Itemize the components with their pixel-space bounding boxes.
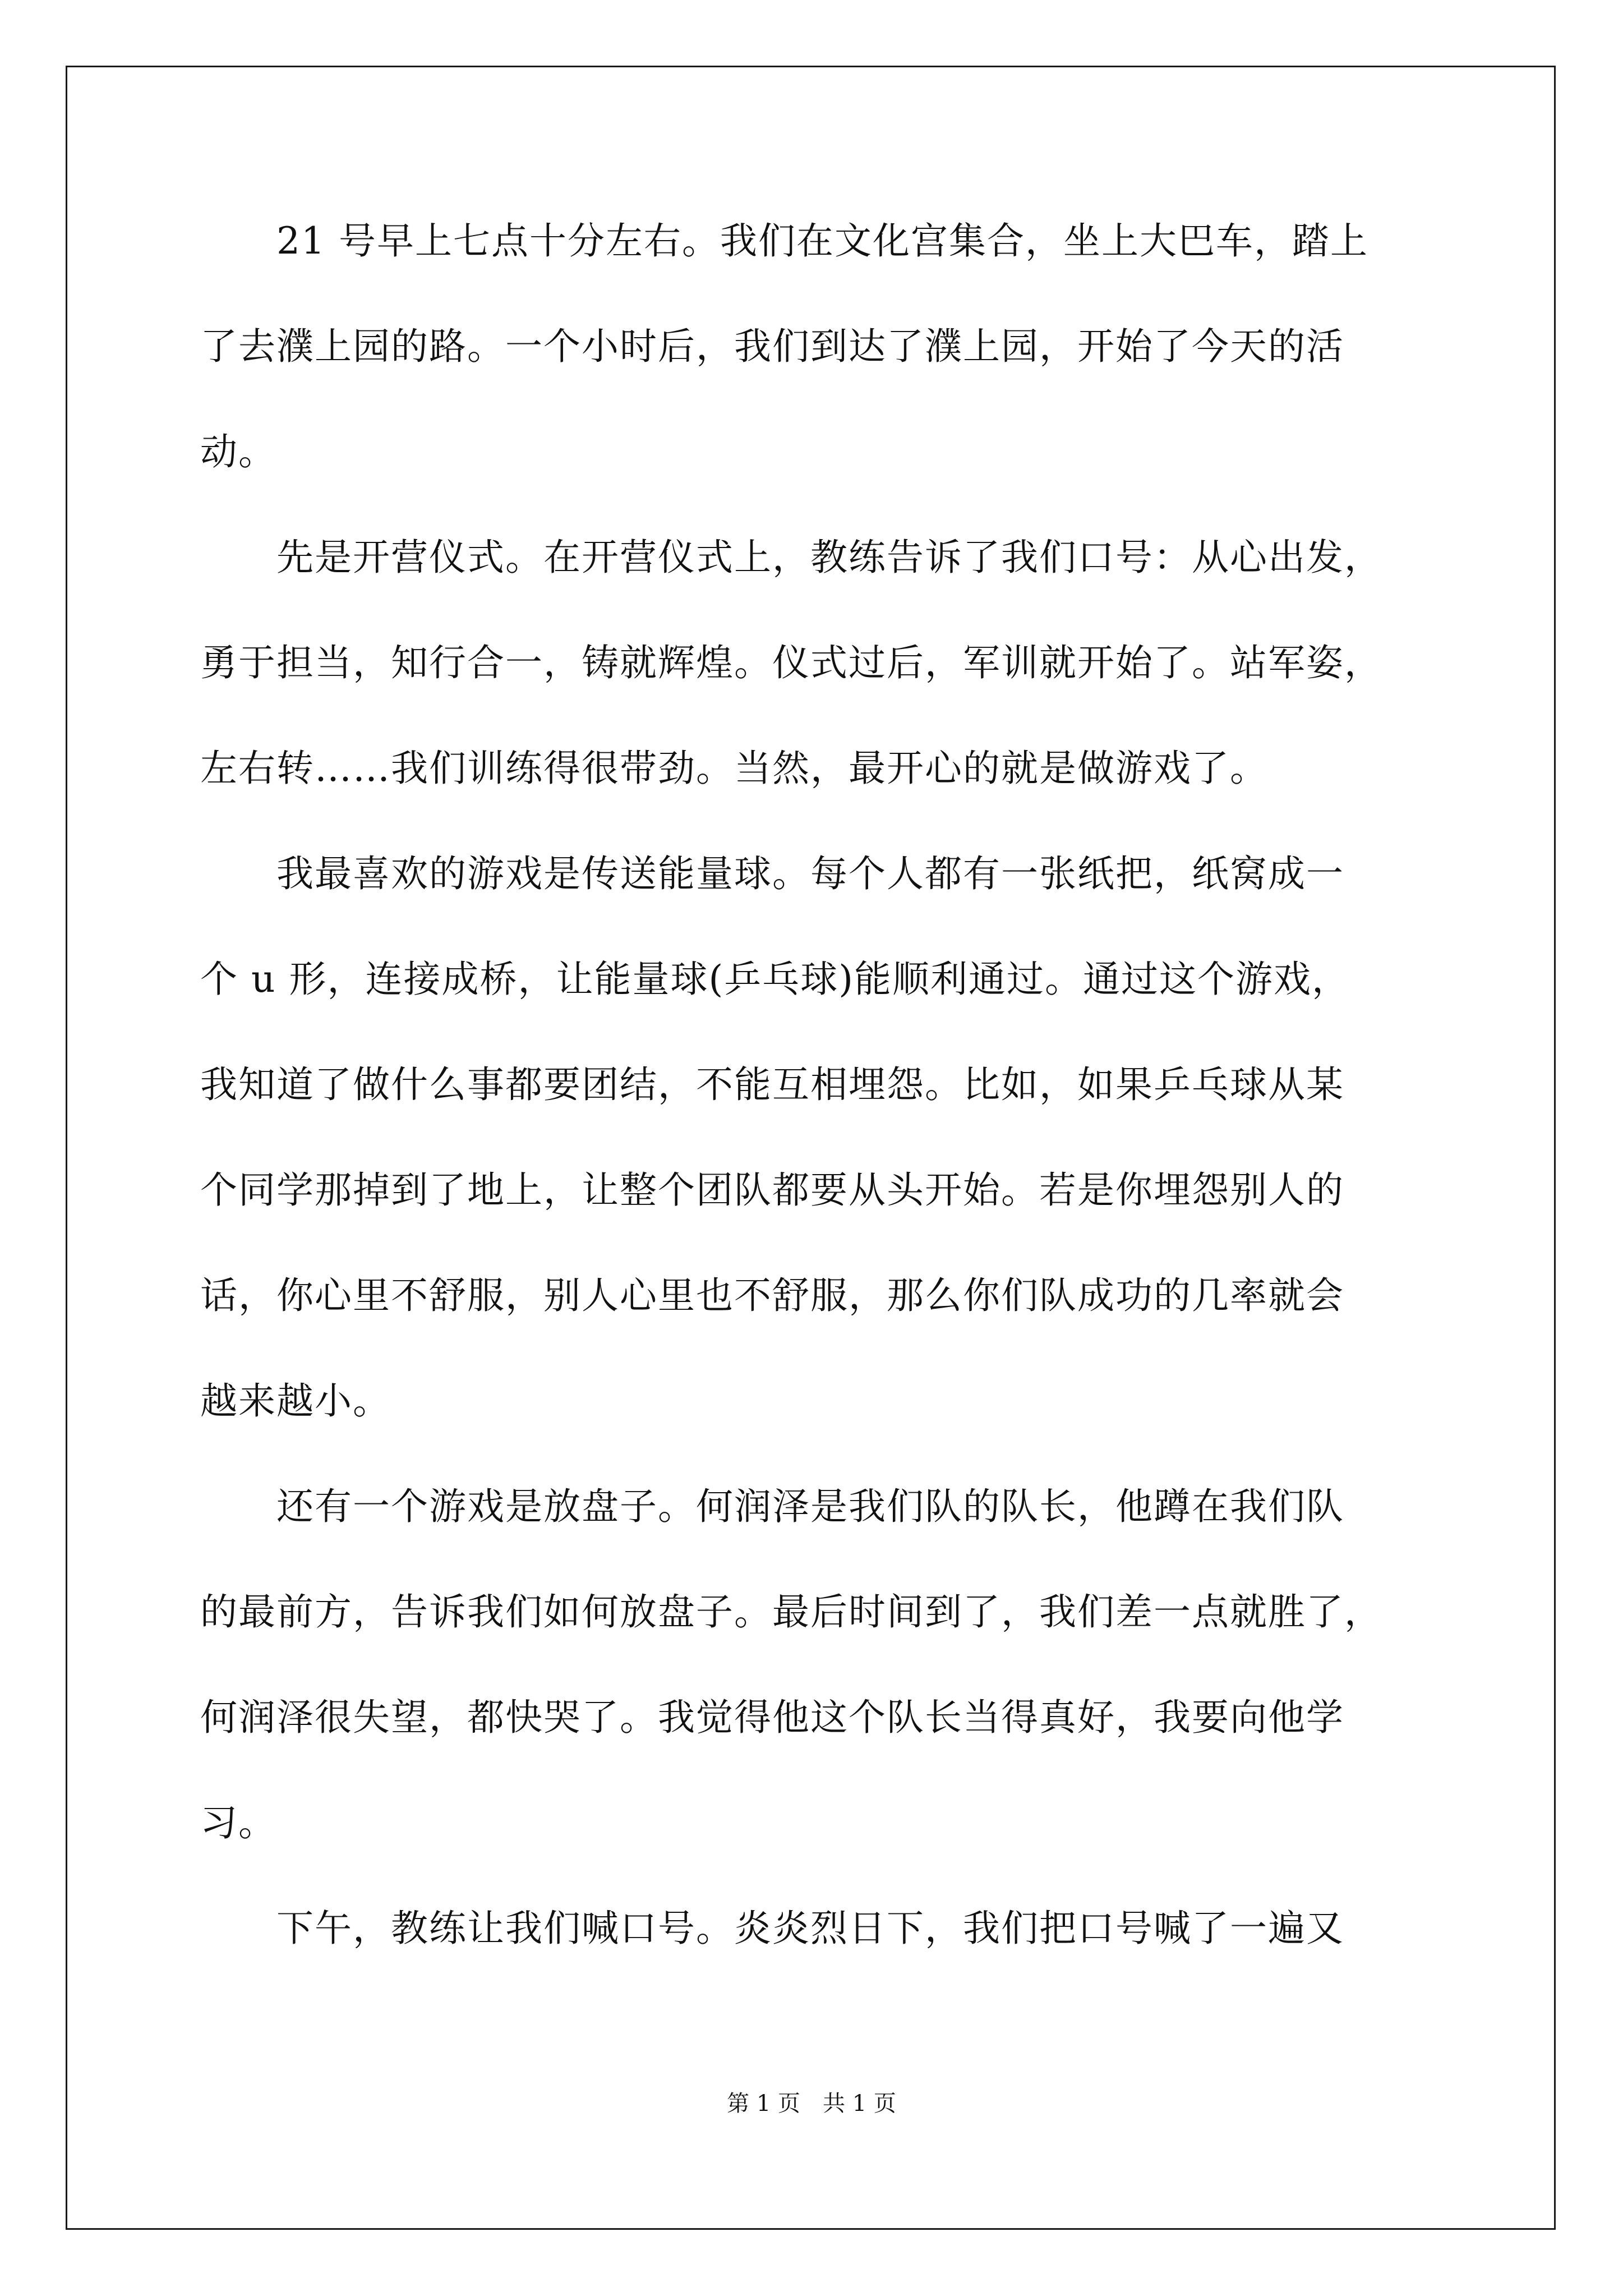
text-line: 个同学那掉到了地上，让整个团队都要从头开始。若是你埋怨别人的 [200, 1168, 1344, 1212]
text-line: 还有一个游戏是放盘子。何润泽是我们队的队长，他蹲在我们队 [200, 1485, 1344, 1528]
text-line: 左右转……我们训练得很带劲。当然，最开心的就是做游戏了。 [200, 747, 1268, 790]
text-line: 动。 [200, 430, 276, 473]
text-line: 话，你心里不舒服，别人心里也不舒服，那么你们队成功的几率就会 [200, 1274, 1344, 1317]
page-footer: 第 1 页 共 1 页 [727, 2091, 896, 2116]
text-line: 勇于担当，知行合一，铸就辉煌。仪式过后，军训就开始了。站军姿， [200, 641, 1382, 684]
page-border [66, 66, 1556, 2230]
text-line: 的最前方，告诉我们如何放盘子。最后时间到了，我们差一点就胜了， [200, 1590, 1382, 1634]
text-line: 我知道了做什么事都要团结，不能互相埋怨。比如，如果乒乓球从某 [200, 1063, 1344, 1106]
text-line: 21 号早上七点十分左右。我们在文化宫集合，坐上大巴车，踏上 [200, 219, 1368, 263]
text-line: 越来越小。 [200, 1379, 391, 1423]
text-line: 先是开营仪式。在开营仪式上，教练告诉了我们口号：从心出发， [200, 536, 1382, 579]
text-line: 下午，教练让我们喊口号。炎炎烈日下，我们把口号喊了一遍又 [200, 1907, 1344, 1950]
text-line: 个 u 形，连接成桥，让能量球(乒乓球)能顺利通过。通过这个游戏， [200, 958, 1350, 1001]
text-line: 了去濮上园的路。一个小时后，我们到达了濮上园，开始了今天的活 [200, 325, 1344, 368]
text-line: 何润泽很失望，都快哭了。我觉得他这个队长当得真好，我要向他学 [200, 1696, 1344, 1739]
text-line: 我最喜欢的游戏是传送能量球。每个人都有一张纸把，纸窝成一 [200, 852, 1344, 895]
text-line: 习。 [200, 1801, 276, 1844]
